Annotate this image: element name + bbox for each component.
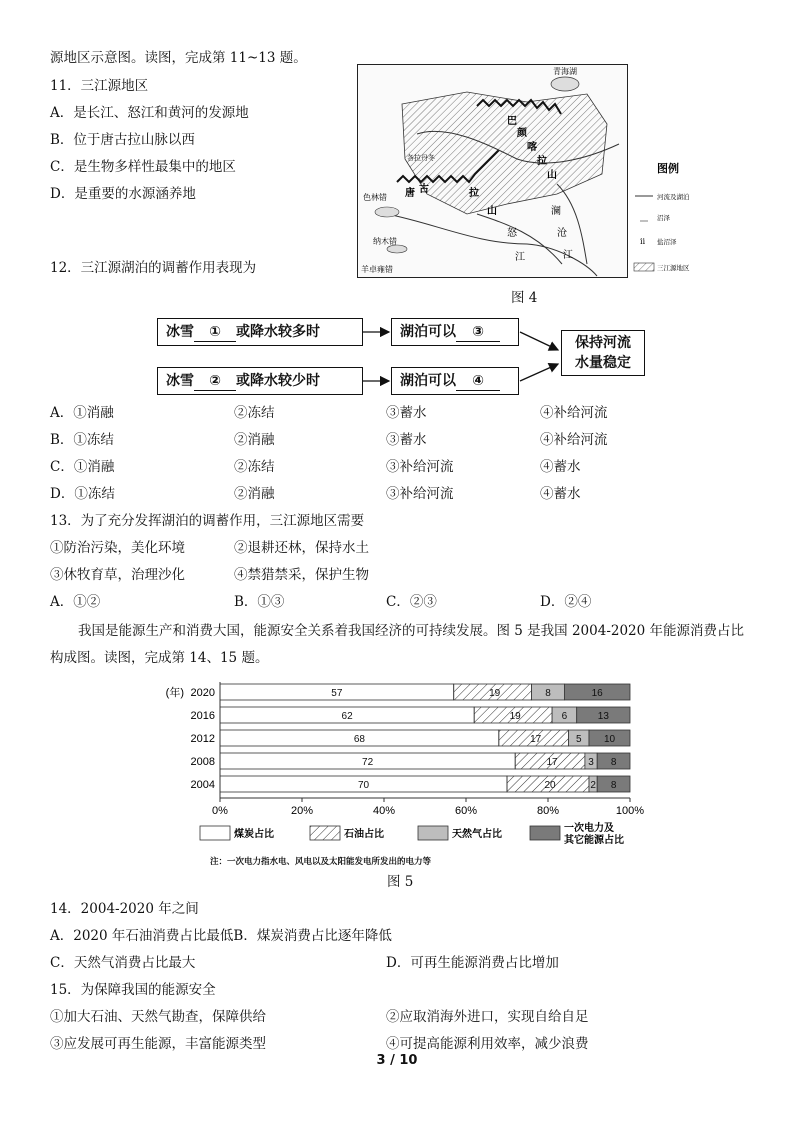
map-label-jiang: 江 [515,252,525,263]
q13-item-3: ③休牧育草，治理沙化 [50,567,185,583]
x-tick-label-2: 40% [372,805,396,817]
q15-item-2: ②应取消海外进口，实现自给自足 [386,1009,589,1025]
map-label-cang: 沧 [557,228,567,239]
map-label-tang: 唐 [405,188,415,199]
page-number: 3 / 10 [376,1053,418,1068]
chart-axis [166,682,645,817]
legend-label-0-0: 煤炭占比 [234,829,274,840]
legend-salt-symbol: ⅱ [640,237,646,246]
q11-option-b: B．位于唐古拉山脉以西 [50,132,195,148]
bar-label-2016-s3: 13 [597,711,609,722]
q13-stem: 13．为了充分发挥湖泊的调蓄作用，三江源地区需要 [50,513,365,529]
energy-consumption-chart [160,680,650,870]
passage-line-2: 构成图。读图，完成第 14、15 题。 [50,650,269,666]
x-tick-label-5: 100% [615,805,645,817]
q11-option-c: C．是生物多样性最集中的地区 [50,159,236,175]
bar-label-2012-s2: 5 [575,734,582,745]
legend-label-1-0: 石油占比 [344,829,384,840]
q13-item-1: ①防治污染，美化环境 [50,540,185,556]
q14-option-ab: A．2020 年石油消费占比最低B．煤炭消费占比逐年降低 [50,928,392,944]
chart-legend [200,821,624,846]
bar-label-2008-s1: 17 [546,757,558,768]
q11-option-a: A．是长江、怒江和黄河的发源地 [50,105,249,121]
bar-label-2008-s3: 8 [610,757,617,768]
bar-label-2004-s1: 20 [544,780,556,791]
q13-option-b: B．①③ [234,594,285,610]
bar-label-2020-s2: 8 [545,688,551,699]
q13-item-2: ②退耕还林，保持水土 [234,540,369,556]
flow-box-4: 湖泊可以 ④ [391,367,519,395]
figure5-caption: 图 5 [387,874,414,890]
bar-label-2004-s2: 2 [590,780,596,791]
map-label-shan2: 山 [487,206,497,217]
bar-label-2004-s3: 8 [610,780,617,791]
legend-label-3-1: 其它能源占比 [564,835,624,846]
legend-swatch-3 [530,826,560,840]
q13-item-4: ④禁猎禁采，保护生物 [234,567,369,583]
flow-box-2: 冰雪 ② 或降水较少时 [157,367,363,395]
q12-c-4: ④蓄水 [540,459,581,475]
sanjiangyuan-map [357,64,697,278]
map-label-yangzhuo: 羊卓雍错 [361,265,393,274]
bar-label-2012-s0: 68 [353,734,365,745]
bar-label-2020-s3: 16 [591,688,603,699]
q15-item-4: ④可提高能源利用效率，减少浪费 [386,1036,589,1052]
q12-d-4: ④蓄水 [540,486,581,502]
map-label-jiang2: 江 [563,250,573,261]
q12-a-3: ③蓄水 [386,405,427,421]
flow-box-1: 冰雪 ① 或降水较多时 [157,318,363,346]
legend-swatch-1 [310,826,340,840]
map-label-shan: 山 [547,170,557,181]
category-label-2008: 2008 [190,756,215,768]
q14-stem: 14．2004-2020 年之间 [50,901,199,917]
q12-stem: 12．三江源湖泊的调蓄作用表现为 [50,260,257,276]
category-label-2020: 2020 [190,687,215,699]
q15-stem: 15．为保障我国的能源安全 [50,982,216,998]
q13-option-a: A．①② [50,594,101,610]
q13-option-c: C．②③ [386,594,437,610]
passage-line-1: 我国是能源生产和消费大国，能源安全关系着我国经济的可持续发展。图 5 是我国 2004-2020 年能源消费占比 [78,623,745,639]
map-label-gu: 古 [419,184,429,195]
intro-line: 源地区示意图。读图，完成第 11~13 题。 [50,50,307,66]
legend-label-3-0: 一次电力及 [564,823,614,834]
year-axis-label: (年) [165,687,184,699]
bar-label-2012-s3: 10 [603,734,616,745]
bar-label-2016-s1: 19 [509,711,521,722]
bar-label-2008-s0: 72 [362,757,374,768]
q11-option-d: D．是重要的水源涵养地 [50,186,196,202]
legend-swatch-2 [418,826,448,840]
legend-marsh-symbol: ‗‗ [640,213,648,222]
category-label-2012: 2012 [190,733,215,745]
category-label-2016: 2016 [190,710,215,722]
q12-d-1: D．①冻结 [50,486,115,502]
map-label-geladan: 各拉丹冬 [407,154,435,162]
q15-item-1: ①加大石油、天然气勘查，保障供给 [50,1009,266,1025]
bar-label-2020-s0: 57 [331,688,343,699]
flow-box-3: 湖泊可以 ③ [391,318,519,346]
map-label-lan: 澜 [551,206,561,217]
figure4-caption: 图 4 [511,290,538,306]
map-label-namucuo: 纳木错 [373,237,397,246]
q13-option-d: D．②④ [540,594,592,610]
bar-label-2004-s0: 70 [357,780,370,791]
q12-c-3: ③补给河流 [386,459,454,475]
bar-label-2016-s2: 6 [561,711,568,722]
legend-rivers: 河流及湖泊 [657,193,690,201]
q12-d-3: ③补给河流 [386,486,454,502]
map-label-ka: 喀 [527,142,537,153]
map-label-selin: 色林错 [363,193,387,202]
legend-area: 三江源地区 [657,264,690,272]
bar-label-2012-s1: 17 [530,734,542,745]
q12-b-2: ②消融 [234,432,275,448]
lake-namucuo [387,245,407,253]
q12-a-1: A．①消融 [50,405,114,421]
chart-note: 注：一次电力指水电、风电以及太阳能发电所发出的电力等 [210,857,432,867]
legend-salt: 盐沼泽 [657,238,677,246]
x-tick-label-4: 80% [536,805,560,817]
q12-d-2: ②消融 [234,486,275,502]
legend-swatch-0 [200,826,230,840]
x-tick-label-3: 60% [454,805,478,817]
map-label-qinghai: 青海湖 [553,67,577,76]
q12-b-3: ③蓄水 [386,432,427,448]
bar-label-2008-s2: 3 [588,757,594,768]
map-label-ba: 巴 [507,116,517,127]
q12-a-4: ④补给河流 [540,405,608,421]
chart-bars [220,684,630,792]
flow-box-5: 保持河流 水量稳定 [561,330,645,376]
q12-b-1: B．①冻结 [50,432,114,448]
q12-c-2: ②冻结 [234,459,275,475]
q14-option-d: D．可再生能源消费占比增加 [386,955,559,971]
q12-a-2: ②冻结 [234,405,275,421]
bar-label-2016-s0: 62 [341,711,353,722]
q11-stem: 11．三江源地区 [50,78,149,94]
qinghai-lake-shape [551,77,579,91]
x-tick-label-0: 0% [212,805,228,817]
map-label-la2: 拉 [469,188,479,199]
legend-marsh: 沼泽 [657,214,670,222]
legend-area-symbol [634,263,654,271]
map-label-la: 拉 [537,156,547,167]
q14-option-c: C．天然气消费占比最大 [50,955,196,971]
map-legend-title: 图例 [657,162,679,175]
flow-arrows [363,318,563,398]
bar-label-2020-s1: 19 [489,688,501,699]
map-label-yan: 颜 [517,128,527,139]
category-label-2004: 2004 [190,779,215,791]
x-tick-label-1: 20% [290,805,314,817]
lake-selin [375,207,399,217]
q12-c-1: C．①消融 [50,459,115,475]
map-label-nu: 怒 [507,228,517,239]
q12-b-4: ④补给河流 [540,432,608,448]
q15-item-3: ③应发展可再生能源，丰富能源类型 [50,1036,266,1052]
legend-label-2-0: 天然气占比 [452,829,502,840]
